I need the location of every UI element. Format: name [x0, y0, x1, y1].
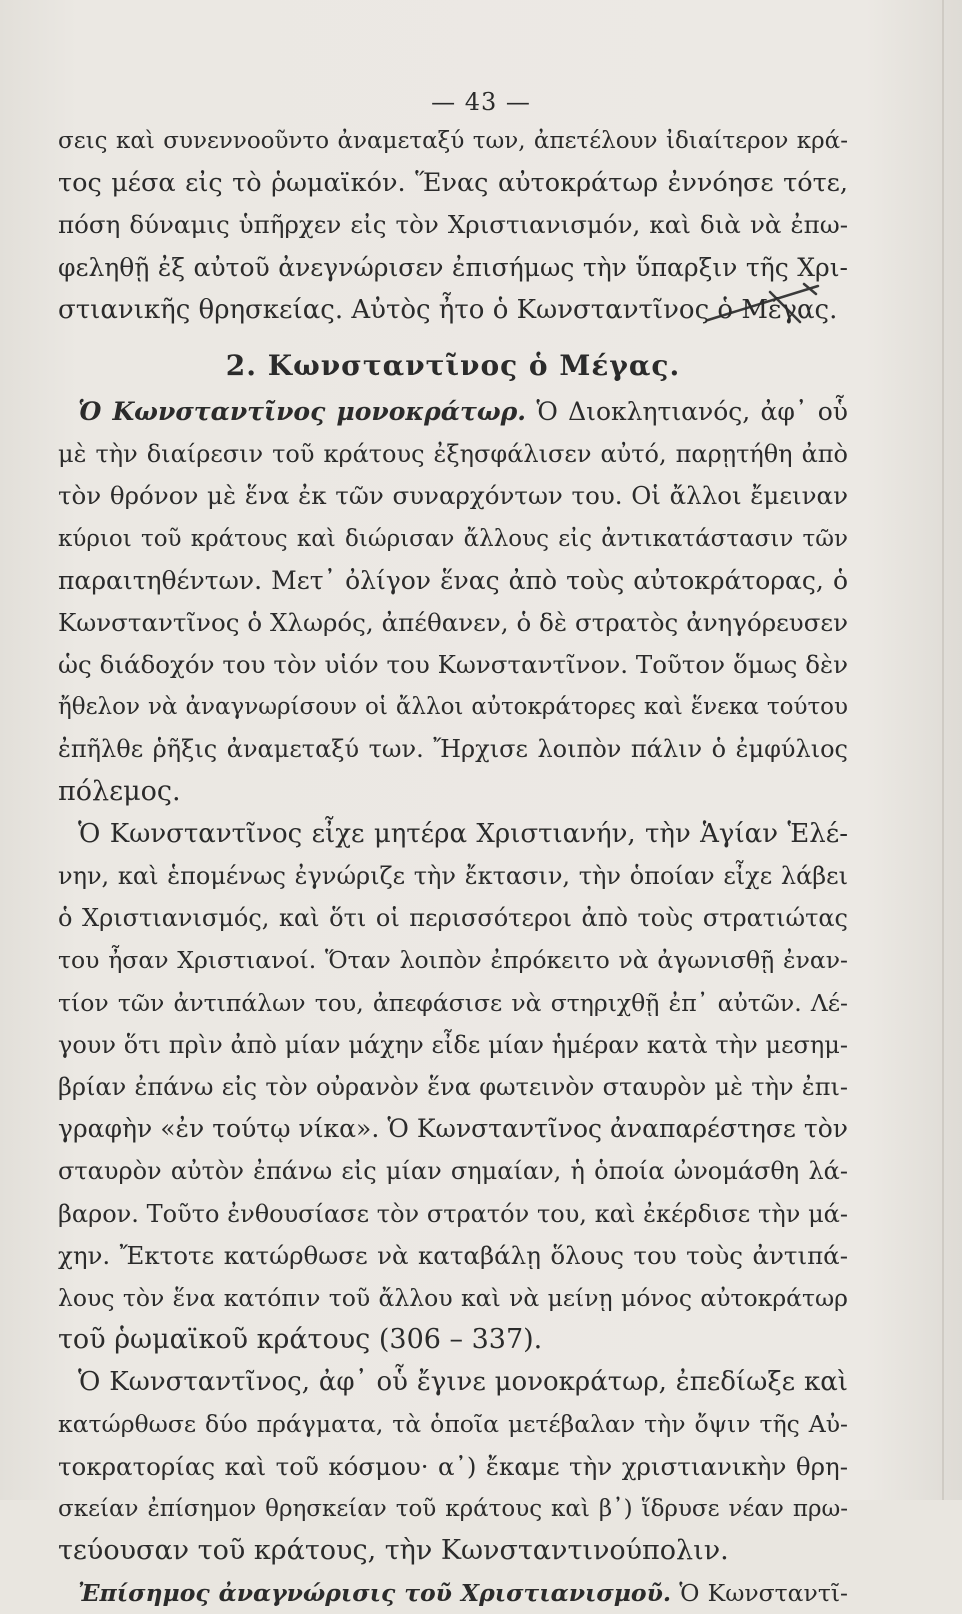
text-line: τος μέσα εἰς τὸ ῥωμαϊκόν. Ἕνας αὐτοκράτωρ ἐννόησε τότε, [58, 168, 848, 199]
text-line: πόση δύναμις ὑπῆρχεν εἰς τὸν Χριστιανισμόν, καὶ διὰ νὰ ἐπω- [58, 210, 848, 240]
text-line: ὁ Χριστιανισμός, καὶ ὅτι οἱ περισσότεροι ἀπὸ τοὺς στρατιώτας [58, 904, 848, 933]
text-line [58, 1572, 848, 1614]
text-line: ὡς διάδοχόν του τὸν υἱόν του Κωνσταντῖνον. Τοῦτον ὅμως δὲν [58, 650, 848, 680]
text-line: φεληθῇ ἐξ αὐτοῦ ἀνεγνώρισεν ἐπισήμως τὴν ὕπαρξιν τῆς Χρι- [58, 252, 848, 282]
text-line: σκείαν ἐπίσημον θρησκείαν τοῦ κράτους καὶ β᾽) ἵδρυσε νέαν πρω- [58, 1495, 848, 1522]
text-line: τίον τῶν ἀντιπάλων του, ἀπεφάσισε νὰ στηριχθῇ ἐπ᾽ αὐτῶν. Λέ- [58, 988, 848, 1017]
text-line [58, 391, 848, 433]
text-line: Ὁ Κωνσταντῖνος εἶχε μητέρα Χριστιανήν, τὴν Ἁγίαν Ἑλέ- [78, 818, 848, 849]
text-line: βρίαν ἐπάνω εἰς τὸν οὐρανὸν ἕνα φωτεινὸν σταυρὸν μὲ τὴν ἐπι- [58, 1072, 848, 1101]
text-line: σεις καὶ συνεννοοῦντο ἀναμεταξύ των, ἀπετέλουν ἰδιαίτερον κρά- [58, 128, 848, 154]
text-line: τοκρατορίας καὶ τοῦ κόσμου· α᾽) ἔκαμε τὴν χριστιανικὴν θρη- [58, 1451, 848, 1481]
text-line: κατώρθωσε δύο πράγματα, τὰ ὁποῖα μετέβαλαν τὴν ὄψιν τῆς Αὐ- [58, 1410, 848, 1439]
line-rest: Ὁ Κωνσταντῖ- [671, 1579, 848, 1608]
text-line: Ὁ Κωνσταντῖνος, ἀφ᾽ οὗ ἔγινε μονοκράτωρ, ἐπεδίωξε καὶ [78, 1367, 848, 1398]
text-line: χην. Ἔκτοτε κατώρθωσε νὰ καταβάλῃ ὅλους του τοὺς ἀντιπά- [58, 1240, 848, 1270]
line-rest: Ὁ Διοκλητιανός, ἀφ᾽ οὗ [525, 396, 849, 426]
text-line: κύριοι τοῦ κράτους καὶ διώρισαν ἄλλους εἰς ἀντικατάστασιν τῶν [58, 525, 848, 552]
body-text [58, 120, 848, 1614]
text-line: του ἦσαν Χριστιανοί. Ὅταν λοιπὸν ἐπρόκειτο νὰ ἀγωνισθῇ ἐναν- [58, 946, 848, 975]
text-line: πόλεμος. [58, 775, 181, 807]
text-line: Κωνσταντῖνος ὁ Χλωρός, ἀπέθανεν, ὁ δὲ στρατὸς ἀνηγόρευσεν [58, 607, 848, 637]
section-heading: 2. Κωνσταντῖνος ὁ Μέγας. [225, 348, 681, 382]
text-line: λους τὸν ἕνα κατόπιν τοῦ ἄλλου καὶ νὰ μείνῃ μόνος αὐτοκράτωρ [58, 1283, 848, 1312]
text-line: νην, καὶ ἑπομένως ἐγνώριζε τὴν ἔκτασιν, τὴν ὁποίαν εἶχε λάβει [58, 862, 848, 890]
text-line: μὲ τὴν διαίρεσιν τοῦ κράτους ἐξησφάλισεν αὐτό, παρῃτήθη ἀπὸ [58, 440, 848, 469]
text-line: παραιτηθέντων. Μετ᾽ ὀλίγον ἕνας ἀπὸ τοὺς αὐτοκράτορας, ὁ [58, 565, 848, 595]
text-line: γραφὴν «ἐν τούτῳ νίκα». Ὁ Κωνσταντῖνος ἀναπαρέστησε τὸν [58, 1114, 848, 1144]
run-in-title: Ὁ Κωνσταντῖνος μονοκράτωρ. [78, 396, 526, 426]
text-line: τεύουσαν τοῦ κράτους, τὴν Κωνσταντινούπολιν. [58, 1535, 729, 1566]
text-line: ἤθελον νὰ ἀναγνωρίσουν οἱ ἄλλοι αὐτοκράτορες καὶ ἕνεκα τούτου [58, 694, 848, 721]
run-in-title: Ἐπίσημος ἀναγνώρισις τοῦ Χριστιανισμοῦ. [78, 1579, 672, 1608]
text-line: τὸν θρόνον μὲ ἕνα ἐκ τῶν συναρχόντων του. Οἱ ἄλλοι ἔμειναν [58, 481, 848, 511]
text-line: στιανικῆς θρησκείας. Αὐτὸς ἦτο ὁ Κωνσταντῖνος ὁ Μέγας. [58, 294, 838, 325]
text-line: σταυρὸν αὐτὸν ἐπάνω εἰς μίαν σημαίαν, ἡ ὁποία ὠνομάσθη λά- [58, 1157, 848, 1186]
text-line: γουν ὅτι πρὶν ἀπὸ μίαν μάχην εἶδε μίαν ἡμέραν κατὰ τὴν μεσημ- [58, 1030, 848, 1059]
page-edge [942, 0, 944, 1500]
page-number: — 43 — [431, 88, 531, 116]
text-line: ἐπῆλθε ῥῆξις ἀναμεταξύ των. Ἤρχισε λοιπὸν πάλιν ὁ ἐμφύλιος [58, 735, 848, 764]
text-line: βαρον. Τοῦτο ἐνθουσίασε τὸν στρατόν του, καὶ ἐκέρδισε τὴν μά- [58, 1199, 848, 1228]
text-line: τοῦ ῥωμαϊκοῦ κράτους (306 – 337). [58, 1324, 543, 1356]
